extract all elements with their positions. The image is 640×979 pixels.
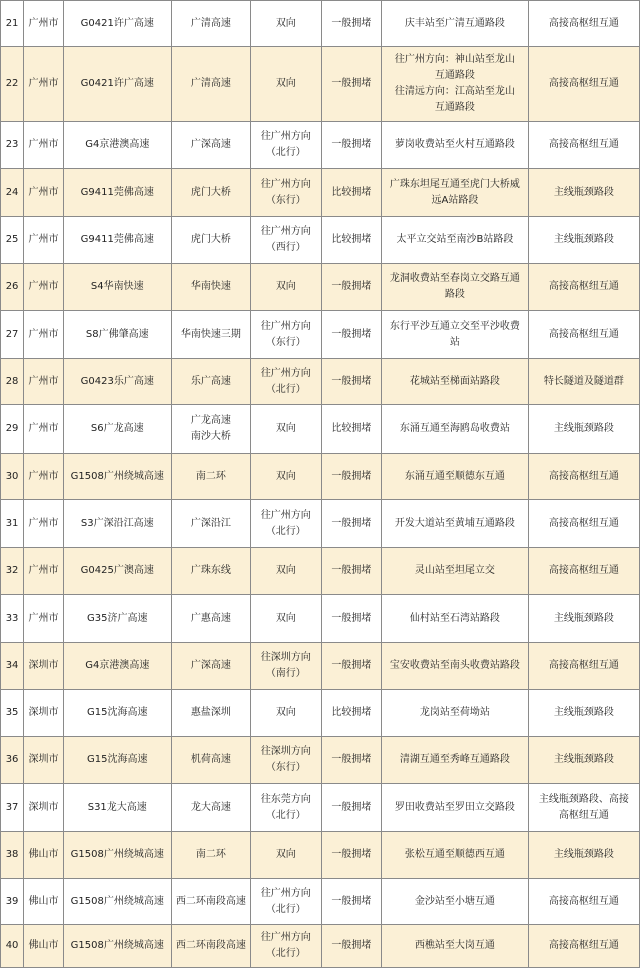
congestion-level-cell: 一般拥堵 [321,264,382,311]
congestion-level-cell: 一般拥堵 [321,643,382,690]
row-number-cell: 31 [1,500,24,548]
type-cell [528,690,639,737]
direction-cell-line: 往广州方向 [260,887,311,899]
section-cell-line: 华南快速 [190,281,231,292]
section-cell [171,595,250,643]
segment-cell-line: 互通路段 [434,102,475,113]
direction-cell-line: 双向 [275,849,296,860]
direction-cell [251,122,322,169]
direction-cell [251,879,322,925]
road-cell: G4京港澳高速 [63,643,171,690]
segment-cell-line: 远A站路段 [431,194,479,206]
direction-cell [251,832,322,879]
segment-cell [382,500,529,548]
road-cell: G35济广高速 [63,595,171,643]
direction-cell [251,311,322,359]
table-row [1,832,640,879]
section-cell [171,359,250,405]
direction-cell [251,405,322,454]
row-number-cell: 40 [1,925,24,968]
direction-cell [251,264,322,311]
section-cell-line: 西二环南段高速 [175,940,246,951]
row-number-cell: 24 [1,169,24,217]
section-cell [171,454,250,500]
section-cell [171,548,250,595]
type-cell-line: 高接高枢纽互通 [548,78,619,89]
segment-cell-line: 广珠东坦尾互通至虎门大桥威 [389,178,520,190]
type-cell [528,500,639,548]
type-cell [528,784,639,832]
segment-cell [382,690,529,737]
section-cell [171,832,250,879]
type-cell-line: 高接高枢纽互通 [548,328,619,340]
section-cell-line: 广清高速 [190,78,231,89]
congestion-level-cell: 比较拥堵 [321,405,382,454]
direction-cell-line: 往广州方向 [260,131,311,142]
type-cell-line: 高接高枢纽互通 [548,139,619,150]
road-cell: G4京港澳高速 [63,122,171,169]
congestion-level-cell: 一般拥堵 [321,832,382,879]
direction-cell-line: 双向 [275,281,296,292]
type-cell [528,1,639,47]
segment-cell [382,643,529,690]
congestion-level-cell: 一般拥堵 [321,1,382,47]
section-cell-line: 广珠东线 [190,565,231,576]
direction-cell-line: 双向 [275,17,296,29]
segment-cell-line: 站 [449,336,460,348]
row-number-cell: 29 [1,405,24,454]
type-cell-line: 高接高枢纽互通 [548,470,619,482]
direction-cell [251,690,322,737]
type-cell [528,122,639,169]
segment-cell-line: 太平立交站至南沙B站路段 [396,234,514,245]
segment-cell-line: 东涌互通至顺德东互通 [404,470,505,482]
type-cell-line: 高接高枢纽互通 [548,17,619,29]
direction-cell-line: 往广州方向 [260,320,311,332]
congestion-level-cell: 比较拥堵 [321,169,382,217]
segment-cell [382,311,529,359]
direction-cell-line: （东行） [265,762,306,773]
row-number-cell: 36 [1,737,24,784]
city-cell: 深圳市 [24,737,64,784]
row-number-cell: 35 [1,690,24,737]
type-cell-line: 主线瓶颈路段 [553,707,614,718]
city-cell: 广州市 [24,405,64,454]
section-cell-line: 惠盐深圳 [190,707,231,718]
table-row [1,737,640,784]
segment-cell [382,359,529,405]
road-cell: G1508广州绕城高速 [63,925,171,968]
city-cell: 深圳市 [24,784,64,832]
row-number-cell: 28 [1,359,24,405]
row-number-cell: 27 [1,311,24,359]
section-cell [171,500,250,548]
direction-cell-line: （北行） [265,525,306,537]
congestion-level-cell: 比较拥堵 [321,690,382,737]
section-cell-line: 广深沿江 [190,517,231,529]
segment-cell [382,548,529,595]
row-number-cell: 30 [1,454,24,500]
segment-cell-line: 西樵站至大岗互通 [414,940,495,951]
section-cell-line: 广惠高速 [190,612,231,624]
road-cell: G0423乐广高速 [63,359,171,405]
row-number-cell: 21 [1,1,24,47]
congestion-level-cell: 比较拥堵 [321,217,382,264]
direction-cell [251,454,322,500]
section-cell [171,879,250,925]
type-cell [528,311,639,359]
type-cell-line: 主线瓶颈路段 [553,612,614,624]
segment-cell-line: 张松互通至顺德西互通 [404,849,505,860]
type-cell-line: 主线瓶颈路段 [553,186,614,198]
segment-cell-line: 东行平沙互通立交至平沙收费 [389,320,520,332]
section-cell [171,643,250,690]
segment-cell-line: 庆丰站至广清互通路段 [404,17,505,29]
type-cell-line: 高枢纽互通 [558,809,609,821]
direction-cell-line: （北行） [265,903,306,915]
table-row [1,47,640,122]
direction-cell [251,217,322,264]
table-row [1,925,640,968]
section-cell [171,405,250,454]
segment-cell [382,595,529,643]
direction-cell-line: （北行） [265,147,306,158]
segment-cell-line: 互通路段 [434,70,475,81]
table-row [1,217,640,264]
segment-cell-line: 宝安收费站至南头收费站路段 [389,660,520,671]
direction-cell-line: 双向 [275,707,296,718]
type-cell-line: 主线瓶颈路段 [553,423,614,434]
segment-cell-line: 龙岗站至荷坳站 [419,707,490,718]
direction-cell [251,595,322,643]
direction-cell-line: 双向 [275,78,296,89]
congestion-level-cell: 一般拥堵 [321,47,382,122]
type-cell-line: 高接高枢纽互通 [548,281,619,292]
congestion-level-cell: 一般拥堵 [321,595,382,643]
direction-cell-line: 双向 [275,565,296,576]
segment-cell [382,784,529,832]
row-number-cell: 25 [1,217,24,264]
city-cell: 广州市 [24,359,64,405]
segment-cell-line: 龙洞收费站至春岗立交路互通 [389,273,520,284]
section-cell [171,47,250,122]
city-cell: 深圳市 [24,643,64,690]
road-cell: G9411莞佛高速 [63,169,171,217]
section-cell-line: 广深高速 [190,660,231,671]
direction-cell-line: （西行） [265,242,306,253]
table-row [1,643,640,690]
section-cell-line: 华南快速三期 [180,328,241,340]
segment-cell [382,879,529,925]
congestion-level-cell: 一般拥堵 [321,548,382,595]
congestion-level-cell: 一般拥堵 [321,784,382,832]
table-row [1,595,640,643]
road-cell: G9411莞佛高速 [63,217,171,264]
type-cell [528,405,639,454]
section-cell-line: 虎门大桥 [190,186,231,198]
direction-cell [251,737,322,784]
row-number-cell: 23 [1,122,24,169]
road-cell: G0425广澳高速 [63,548,171,595]
table-row [1,405,640,454]
road-cell: S4华南快速 [63,264,171,311]
type-cell [528,47,639,122]
segment-cell [382,217,529,264]
section-cell-line: 广龙高速 [190,415,231,426]
type-cell [528,643,639,690]
direction-cell [251,925,322,968]
city-cell: 广州市 [24,217,64,264]
direction-cell-line: 往深圳方向 [260,652,311,663]
segment-cell-line: 花城站至梯面站路段 [409,375,500,387]
type-cell [528,879,639,925]
type-cell [528,737,639,784]
row-number-cell: 32 [1,548,24,595]
city-cell: 广州市 [24,169,64,217]
segment-cell [382,122,529,169]
segment-cell-line: 萝岗收费站至火村互通路段 [394,139,515,150]
congestion-level-cell: 一般拥堵 [321,925,382,968]
congestion-level-cell: 一般拥堵 [321,500,382,548]
type-cell [528,925,639,968]
type-cell-line: 主线瓶颈路段、高接 [538,793,629,805]
segment-cell-line: 清湖互通至秀峰互通路段 [399,754,510,765]
table-row [1,500,640,548]
segment-cell-line: 灵山站至坦尾立交 [414,565,495,576]
type-cell [528,264,639,311]
road-cell: G0421许广高速 [63,47,171,122]
type-cell [528,217,639,264]
table-row [1,548,640,595]
segment-cell [382,737,529,784]
type-cell-line: 主线瓶颈路段 [553,234,614,245]
section-cell-line: 西二环南段高速 [175,895,246,907]
direction-cell-line: 双向 [275,423,296,434]
city-cell: 广州市 [24,264,64,311]
city-cell: 佛山市 [24,925,64,968]
segment-cell-line: 路段 [444,289,465,300]
type-cell-line: 特长隧道及隧道群 [543,375,624,387]
direction-cell-line: 往广州方向 [260,932,311,943]
segment-cell-line: 往广州方向：神山站至龙山 [394,54,515,65]
section-cell [171,122,250,169]
city-cell: 广州市 [24,311,64,359]
type-cell [528,548,639,595]
city-cell: 广州市 [24,548,64,595]
type-cell-line: 高接高枢纽互通 [548,660,619,671]
direction-cell [251,548,322,595]
direction-cell-line: 双向 [275,470,296,482]
road-cell: G0421许广高速 [63,1,171,47]
road-cell: S31龙大高速 [63,784,171,832]
city-cell: 佛山市 [24,832,64,879]
city-cell: 广州市 [24,47,64,122]
row-number-cell: 33 [1,595,24,643]
segment-cell [382,925,529,968]
direction-cell [251,169,322,217]
road-cell: G1508广州绕城高速 [63,879,171,925]
segment-cell [382,405,529,454]
table-row [1,169,640,217]
congestion-level-cell: 一般拥堵 [321,122,382,169]
type-cell [528,169,639,217]
direction-cell-line: （东行） [265,194,306,206]
table-row [1,454,640,500]
type-cell [528,454,639,500]
type-cell-line: 高接高枢纽互通 [548,565,619,576]
direction-cell-line: 往广州方向 [260,178,311,190]
segment-cell [382,454,529,500]
type-cell-line: 高接高枢纽互通 [548,940,619,951]
direction-cell-line: 往广州方向 [260,509,311,521]
section-cell-line: 南二环 [195,849,226,860]
row-number-cell: 38 [1,832,24,879]
type-cell [528,595,639,643]
segment-cell [382,169,529,217]
direction-cell [251,500,322,548]
section-cell-line: 乐广高速 [190,375,231,387]
road-cell: G15沈海高速 [63,690,171,737]
section-cell-line: 广清高速 [190,17,231,29]
direction-cell [251,47,322,122]
city-cell: 广州市 [24,122,64,169]
type-cell-line: 主线瓶颈路段 [553,754,614,765]
section-cell-line: 广深高速 [190,139,231,150]
city-cell: 广州市 [24,454,64,500]
segment-cell [382,1,529,47]
section-cell-line: 机荷高速 [190,754,231,765]
segment-cell-line: 罗田收费站至罗田立交路段 [394,801,515,813]
direction-cell [251,359,322,405]
congestion-level-cell: 一般拥堵 [321,879,382,925]
city-cell: 广州市 [24,595,64,643]
section-cell [171,737,250,784]
direction-cell-line: 双向 [275,612,296,624]
row-number-cell: 26 [1,264,24,311]
direction-cell-line: （南行） [265,668,306,679]
row-number-cell: 37 [1,784,24,832]
road-cell: G1508广州绕城高速 [63,454,171,500]
city-cell: 佛山市 [24,879,64,925]
road-cell: S6广龙高速 [63,405,171,454]
direction-cell-line: 往东莞方向 [260,793,311,805]
direction-cell-line: （北行） [265,383,306,395]
section-cell [171,311,250,359]
table-row [1,784,640,832]
table-body [1,1,640,968]
section-cell [171,925,250,968]
direction-cell [251,643,322,690]
table-row [1,359,640,405]
direction-cell-line: （北行） [265,809,306,821]
segment-cell [382,264,529,311]
city-cell: 深圳市 [24,690,64,737]
direction-cell [251,784,322,832]
table-row [1,122,640,169]
section-cell [171,264,250,311]
type-cell-line: 主线瓶颈路段 [553,849,614,860]
city-cell: 广州市 [24,1,64,47]
direction-cell-line: 往广州方向 [260,226,311,237]
row-number-cell: 22 [1,47,24,122]
table-row [1,311,640,359]
table-row [1,879,640,925]
segment-cell [382,47,529,122]
type-cell-line: 高接高枢纽互通 [548,517,619,529]
segment-cell [382,832,529,879]
table-row [1,1,640,47]
congestion-level-cell: 一般拥堵 [321,454,382,500]
road-cell: G1508广州绕城高速 [63,832,171,879]
section-cell [171,1,250,47]
city-cell: 广州市 [24,500,64,548]
segment-cell-line: 往清远方向：江高站至龙山 [394,86,515,97]
segment-cell-line: 开发大道站至黄埔互通路段 [394,517,515,529]
direction-cell-line: （东行） [265,336,306,348]
section-cell-line: 南沙大桥 [190,431,231,442]
direction-cell-line: 往广州方向 [260,367,311,379]
congestion-level-cell: 一般拥堵 [321,311,382,359]
type-cell [528,832,639,879]
table-row [1,264,640,311]
section-cell-line: 虎门大桥 [190,234,231,245]
segment-cell-line: 仙村站至石湾站路段 [409,612,500,624]
road-cell: S3广深沿江高速 [63,500,171,548]
segment-cell-line: 金沙站至小塘互通 [414,895,495,907]
section-cell-line: 南二环 [195,470,226,482]
section-cell-line: 龙大高速 [190,801,231,813]
section-cell [171,784,250,832]
type-cell-line: 高接高枢纽互通 [548,895,619,907]
road-cell: S8广佛肇高速 [63,311,171,359]
section-cell [171,690,250,737]
type-cell [528,359,639,405]
congestion-level-cell: 一般拥堵 [321,737,382,784]
congestion-level-cell: 一般拥堵 [321,359,382,405]
row-number-cell: 39 [1,879,24,925]
section-cell [171,217,250,264]
direction-cell [251,1,322,47]
section-cell [171,169,250,217]
road-cell: G15沈海高速 [63,737,171,784]
row-number-cell: 34 [1,643,24,690]
direction-cell-line: （北行） [265,948,306,959]
segment-cell-line: 东涌互通至海鸥岛收费站 [399,423,510,434]
table-row [1,690,640,737]
direction-cell-line: 往深圳方向 [260,746,311,757]
